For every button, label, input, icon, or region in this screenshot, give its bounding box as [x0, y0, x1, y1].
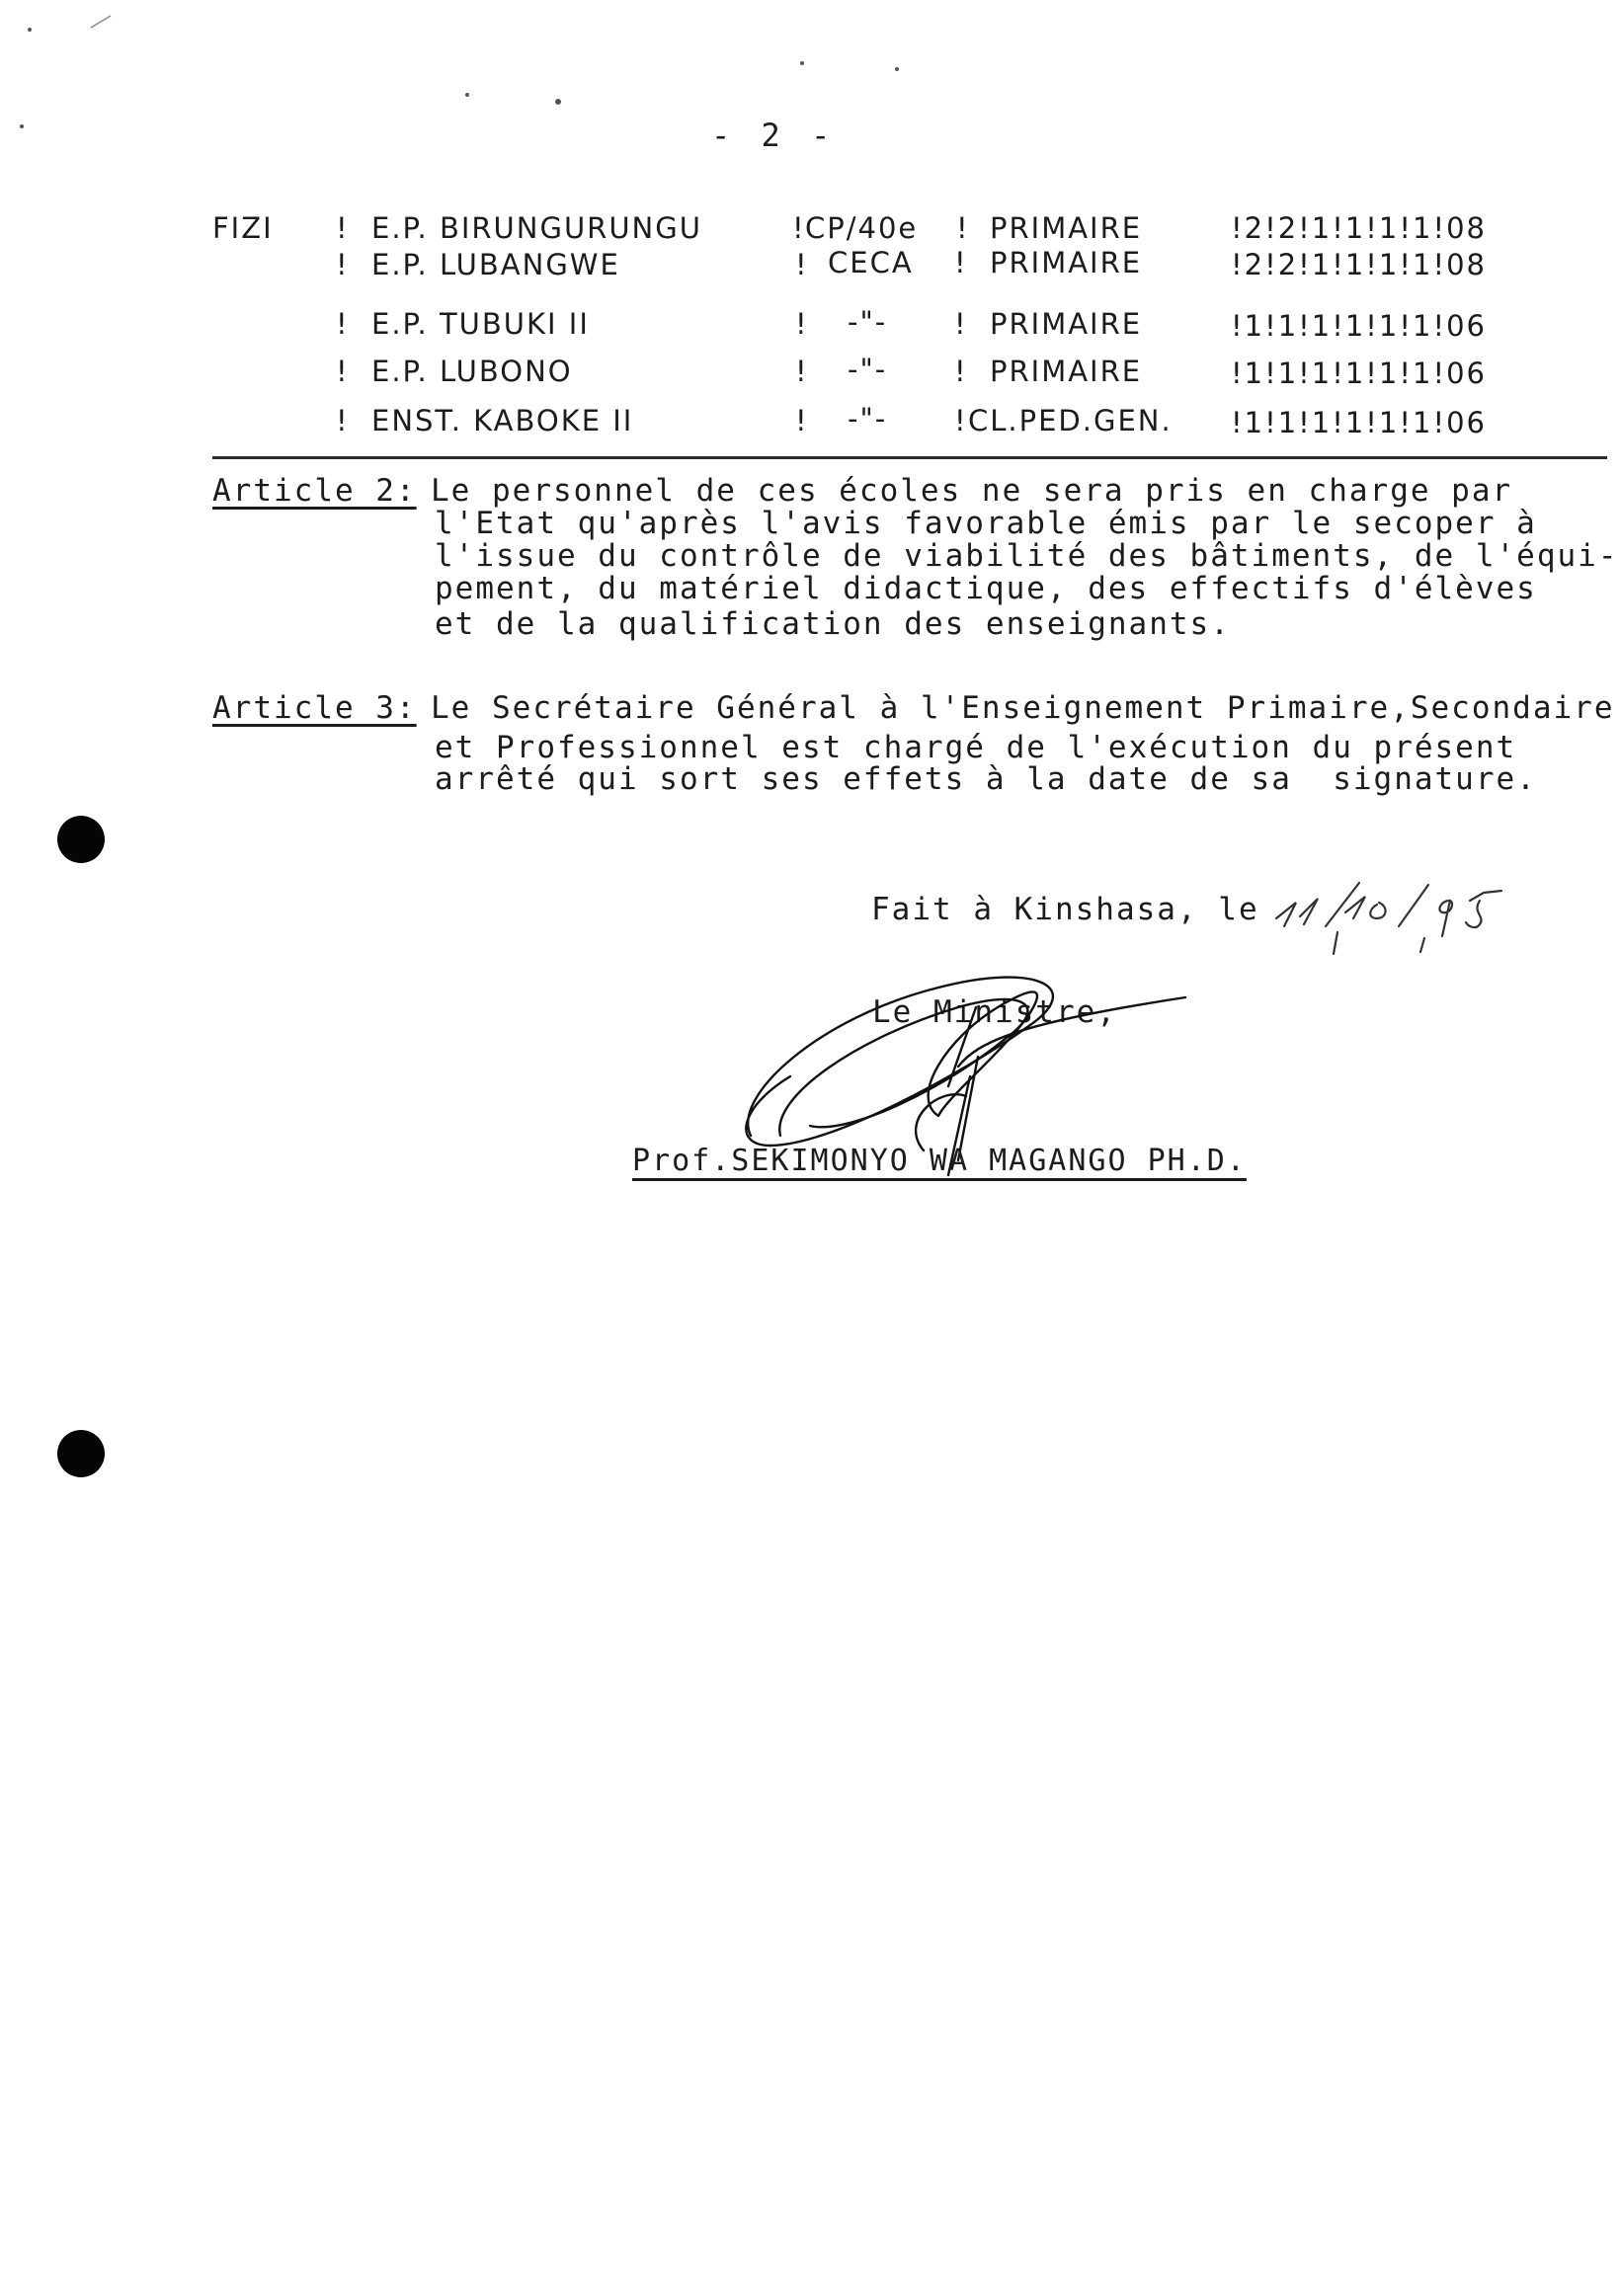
school-type-cell: PRIMAIRE [990, 246, 1143, 279]
school-name-cell: E.P. LUBONO [371, 355, 573, 388]
class-counts-cell: !2!2!1!1!1!1!08 [1231, 248, 1487, 281]
scan-specks [0, 0, 929, 138]
school-name-cell: ENST. KABOKE II [371, 404, 634, 437]
column-separator: ! [954, 307, 968, 341]
network-cell: CP/40e [805, 211, 919, 245]
column-separator: ! [795, 248, 809, 281]
class-counts-cell: !2!2!1!1!1!1!08 [1231, 211, 1487, 245]
district-cell: FIZI [212, 211, 274, 245]
school-type-cell: CL.PED.GEN. [968, 404, 1173, 437]
article-2-line: pement, du matériel didactique, des effectifs d'élèves [435, 571, 1537, 606]
network-cell: CECA [828, 246, 914, 279]
article-3-line: et Professionnel est chargé de l'exécution du présent [435, 730, 1517, 765]
network-cell: -"- [848, 353, 888, 386]
article-3-label: Article 3: [212, 690, 417, 726]
class-counts-cell: !1!1!1!1!1!1!06 [1231, 309, 1487, 343]
column-separator: ! [956, 211, 970, 245]
column-separator: ! [954, 404, 968, 437]
article-2-line: Le personnel de ces écoles ne sera pris en charge par [431, 473, 1513, 509]
school-name-cell: E.P. LUBANGWE [371, 248, 620, 281]
article-2-line: l'issue du contrôle de viabilité des bâtiments, de l'équi- [435, 538, 1619, 574]
school-name-cell: E.P. BIRUNGURUNGU [371, 211, 702, 245]
article-3-line: arrêté qui sort ses effets à la date de sa signature. [435, 761, 1537, 797]
column-separator: ! [795, 307, 809, 341]
handwritten-date [1274, 879, 1561, 978]
network-cell: -"- [848, 305, 888, 339]
article-2-label: Article 2: [212, 473, 417, 509]
school-type-cell: PRIMAIRE [990, 211, 1143, 245]
network-cell: -"- [848, 402, 888, 435]
signatory-name: Prof.SEKIMONYO WA MAGANGO PH.D. [632, 1144, 1247, 1178]
article-2-line: l'Etat qu'après l'avis favorable émis par le secoper à [435, 506, 1537, 541]
punch-hole [57, 1430, 105, 1477]
school-type-cell: PRIMAIRE [990, 355, 1143, 388]
column-separator: ! [795, 404, 809, 437]
class-counts-cell: !1!1!1!1!1!1!06 [1231, 356, 1487, 390]
punch-hole [57, 816, 105, 863]
column-separator: ! [336, 211, 350, 245]
column-separator: ! [336, 248, 350, 281]
column-separator: ! [336, 307, 350, 341]
page-number: - 2 - [711, 117, 837, 154]
article-3-line: Le Secrétaire Général à l'Enseignement Primaire,Secondaire [431, 690, 1615, 726]
column-separator: ! [336, 355, 350, 388]
table-bottom-rule [212, 456, 1607, 459]
place-date-label: Fait à Kinshasa, le [871, 892, 1259, 927]
column-separator: ! [954, 355, 968, 388]
article-2-line: et de la qualification des enseignants. [435, 606, 1231, 642]
minister-title: Le Ministre, [872, 994, 1117, 1030]
school-type-cell: PRIMAIRE [990, 307, 1143, 341]
class-counts-cell: !1!1!1!1!1!1!06 [1231, 406, 1487, 439]
school-name-cell: E.P. TUBUKI II [371, 307, 590, 341]
column-separator: ! [795, 355, 809, 388]
column-separator: ! [336, 404, 350, 437]
column-separator: ! [792, 211, 806, 245]
column-separator: ! [954, 246, 968, 279]
